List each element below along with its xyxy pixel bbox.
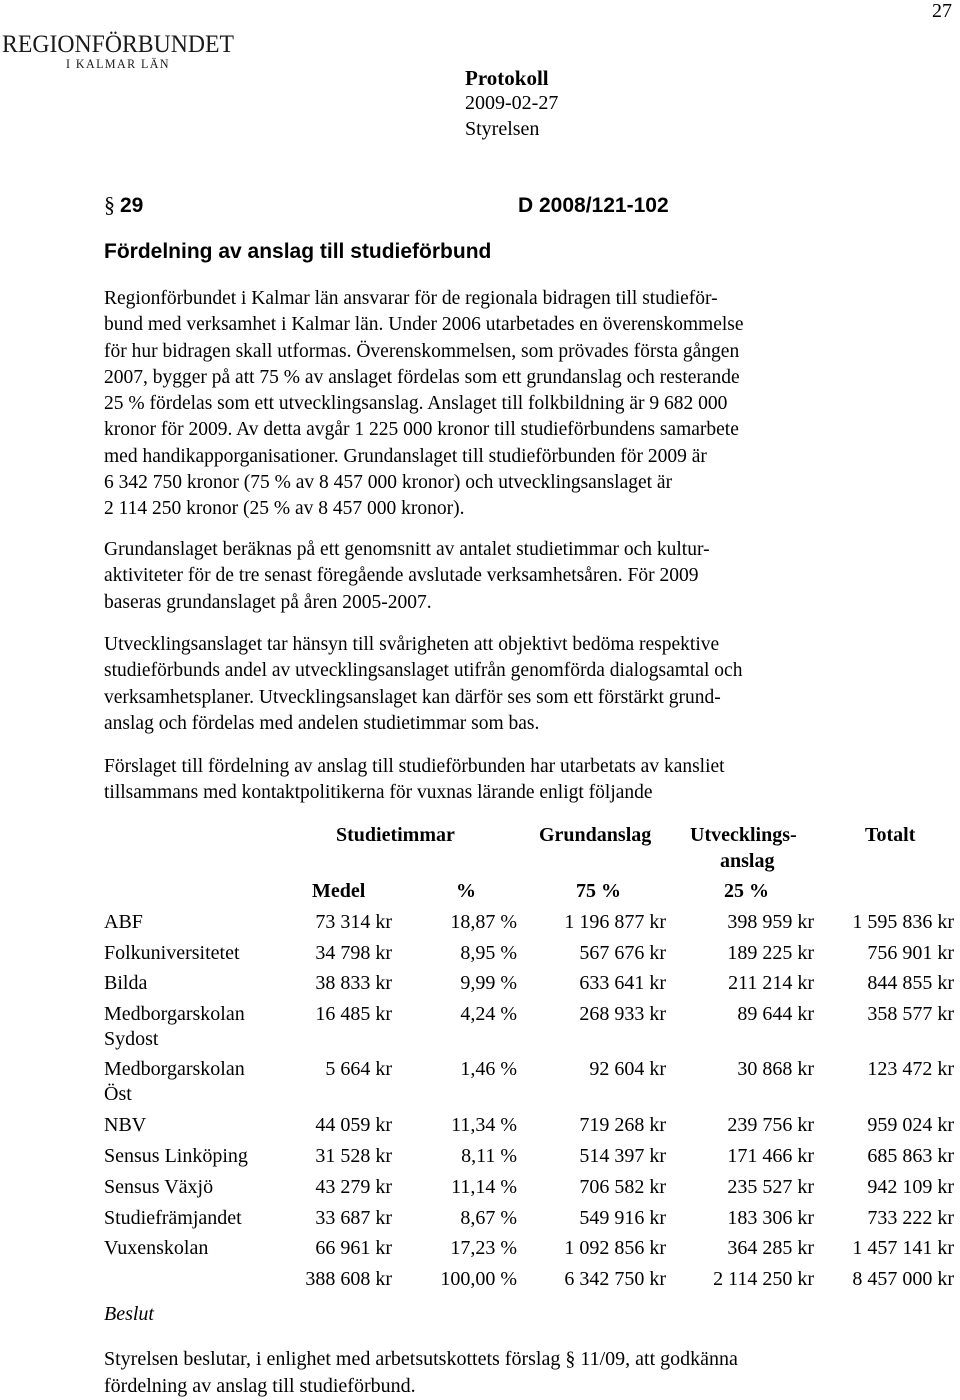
text-line: 2 114 250 kronor (25 % av 8 457 000 kronor).: [104, 498, 465, 520]
text-line: med handikapporganisationer. Grundanslaget till studieförbunden för 2009 är: [104, 445, 707, 467]
logo-line1: REGIONFÖRBUNDET: [2, 31, 234, 58]
header-grundanslag: Grundanslag: [539, 824, 652, 846]
row-name: Medborgarskolan: [104, 1003, 245, 1025]
paragraph-icon: §: [104, 192, 115, 217]
text-line: tillsammans med kontaktpolitikerna för vuxnas lärande enligt följande: [104, 782, 653, 804]
row-name-line2: Öst: [104, 1083, 132, 1105]
total-utvecklingsanslag: 2 114 250 kr: [713, 1268, 814, 1290]
header-utvecklingsanslag-2: anslag: [720, 850, 775, 872]
cell-utvecklingsanslag: 235 527 kr: [727, 1176, 814, 1198]
cell-percent: 17,23 %: [450, 1237, 517, 1259]
cell-totalt: 358 577 kr: [867, 1003, 954, 1025]
decision-text: [104, 1346, 904, 1400]
cell-percent: 4,24 %: [460, 1003, 517, 1025]
subheader-medel: Medel: [312, 880, 366, 902]
subheader-75-percent: 75 %: [576, 880, 621, 902]
total-medel: 388 608 kr: [305, 1268, 392, 1290]
text-line: kronor för 2009. Av detta avgår 1 225 000 kronor till studieförbundens samarbete: [104, 419, 739, 441]
cell-percent: 8,95 %: [460, 942, 517, 964]
text-line: Utvecklingsanslaget tar hänsyn till svårigheten att objektivt bedöma respektive: [104, 634, 720, 655]
cell-utvecklingsanslag: 183 306 kr: [727, 1207, 814, 1229]
cell-utvecklingsanslag: 211 214 kr: [728, 972, 814, 994]
cell-totalt: 1 457 141 kr: [852, 1237, 954, 1259]
cell-medel: 5 664 kr: [325, 1058, 392, 1080]
text-line: 2007, bygger på att 75 % av anslaget fördelas som ett grundanslag och resterande: [104, 366, 740, 388]
cell-medel: 16 485 kr: [315, 1003, 392, 1025]
page-number: 27: [932, 0, 952, 22]
cell-medel: 43 279 kr: [315, 1176, 392, 1198]
text-line: Grundanslaget beräknas på ett genomsnitt av antalet studietimmar och kultur-: [104, 539, 710, 560]
row-name: Vuxenskolan: [104, 1237, 209, 1259]
cell-medel: 38 833 kr: [315, 972, 392, 994]
cell-grundanslag: 92 604 kr: [589, 1058, 666, 1080]
text-line: bund med verksamhet i Kalmar län. Under 2006 utarbetades en överenskommelse: [104, 314, 744, 336]
doc-type: Protokoll: [465, 66, 549, 90]
cell-percent: 8,11 %: [461, 1145, 517, 1167]
cell-grundanslag: 1 196 877 kr: [564, 911, 666, 933]
cell-utvecklingsanslag: 89 644 kr: [737, 1003, 814, 1025]
case-number: D 2008/121-102: [518, 194, 669, 217]
cell-totalt: 123 472 kr: [867, 1058, 954, 1080]
row-name-line2: Sydost: [104, 1028, 159, 1050]
cell-percent: 18,87 %: [450, 911, 517, 933]
cell-medel: 33 687 kr: [315, 1207, 392, 1229]
section-number: 29: [120, 194, 144, 217]
text-line: Regionförbundet i Kalmar län ansvarar för de regionala bidragen till studieför-: [104, 288, 718, 309]
text-line: baseras grundanslaget på åren 2005-2007.: [104, 591, 432, 613]
total-percent: 100,00 %: [440, 1268, 517, 1290]
logo-line2: I KALMAR LÄN: [66, 57, 170, 71]
decision-heading: Beslut: [104, 1303, 154, 1325]
cell-grundanslag: 706 582 kr: [579, 1176, 666, 1198]
cell-totalt: 959 024 kr: [867, 1114, 954, 1136]
text-line: studieförbunds andel av utvecklingsanslaget utifrån genomförda dialogsamtal och: [104, 660, 743, 682]
cell-grundanslag: 567 676 kr: [579, 942, 666, 964]
row-name: Bilda: [104, 972, 148, 994]
text-line: 6 342 750 kronor (75 % av 8 457 000 kronor) och utvecklingsanslaget är: [104, 472, 673, 494]
row-name: Medborgarskolan: [104, 1058, 245, 1080]
doc-date: 2009-02-27: [465, 92, 559, 114]
decision-line: fördelning av anslag till studieförbund.: [104, 1375, 416, 1397]
header-studietimmar: Studietimmar: [336, 824, 455, 846]
subheader-25-percent: 25 %: [724, 880, 769, 902]
text-line: 25 % fördelas som ett utvecklingsanslag. Anslaget till folkbildning är 9 682 000: [104, 393, 728, 415]
cell-utvecklingsanslag: 239 756 kr: [727, 1114, 814, 1136]
cell-grundanslag: 268 933 kr: [579, 1003, 666, 1025]
cell-utvecklingsanslag: 364 285 kr: [727, 1237, 814, 1259]
cell-percent: 1,46 %: [460, 1058, 517, 1080]
cell-grundanslag: 633 641 kr: [579, 972, 666, 994]
text-line: verksamhetsplaner. Utvecklingsanslaget kan därför ses som ett förstärkt grund-: [104, 686, 721, 708]
cell-utvecklingsanslag: 171 466 kr: [727, 1145, 814, 1167]
cell-utvecklingsanslag: 30 868 kr: [737, 1058, 814, 1080]
cell-totalt: 942 109 kr: [867, 1176, 954, 1198]
text-line: anslag och fördelas med andelen studietimmar som bas.: [104, 712, 540, 734]
organization-logo: [0, 30, 240, 72]
row-name: NBV: [104, 1114, 147, 1136]
paragraph-2: [104, 537, 894, 616]
row-name: Sensus Linköping: [104, 1145, 248, 1167]
section-heading: [104, 190, 704, 222]
cell-percent: 8,67 %: [460, 1207, 517, 1229]
cell-medel: 44 059 kr: [315, 1114, 392, 1136]
paragraph-1: [104, 286, 894, 523]
cell-medel: 34 798 kr: [315, 942, 392, 964]
cell-totalt: 1 595 836 kr: [852, 911, 954, 933]
cell-medel: 73 314 kr: [315, 911, 392, 933]
total-grundanslag: 6 342 750 kr: [564, 1268, 666, 1290]
cell-percent: 9,99 %: [460, 972, 517, 994]
row-name: Folkuniversitetet: [104, 942, 240, 964]
cell-utvecklingsanslag: 189 225 kr: [727, 942, 814, 964]
paragraph-3: [104, 632, 894, 737]
cell-medel: 31 528 kr: [315, 1145, 392, 1167]
allocation-table-header: [0, 822, 960, 922]
total-totalt: 8 457 000 kr: [852, 1268, 954, 1290]
header-utvecklingsanslag-1: Utvecklings-: [690, 824, 797, 846]
section-title: Fördelning av anslag till studieförbund: [104, 240, 492, 263]
doc-body: Styrelsen: [465, 118, 540, 140]
cell-totalt: 685 863 kr: [867, 1145, 954, 1167]
cell-grundanslag: 719 268 kr: [579, 1114, 666, 1136]
row-name: ABF: [104, 911, 143, 933]
paragraph-4: [104, 754, 894, 807]
cell-percent: 11,14 %: [451, 1176, 517, 1198]
text-line: Förslaget till fördelning av anslag till studieförbunden har utarbetats av kansliet: [104, 756, 725, 777]
cell-totalt: 756 901 kr: [867, 942, 954, 964]
text-line: aktiviteter för de tre senast föregående avslutade verksamhetsåren. För 2009: [104, 565, 699, 587]
text-line: för hur bidragen skall utformas. Överenskommelsen, som prövades första gången: [104, 340, 740, 362]
cell-grundanslag: 514 397 kr: [579, 1145, 666, 1167]
cell-percent: 11,34 %: [451, 1114, 517, 1136]
cell-totalt: 844 855 kr: [867, 972, 954, 994]
cell-medel: 66 961 kr: [315, 1237, 392, 1259]
row-name: Sensus Växjö: [104, 1176, 214, 1198]
decision-line: Styrelsen beslutar, i enlighet med arbetsutskottets förslag § 11/09, att godkänna: [104, 1348, 738, 1370]
subheader-percent: %: [456, 880, 476, 902]
cell-grundanslag: 549 916 kr: [579, 1207, 666, 1229]
cell-grundanslag: 1 092 856 kr: [564, 1237, 666, 1259]
row-name: Studiefrämjandet: [104, 1207, 242, 1229]
cell-utvecklingsanslag: 398 959 kr: [727, 911, 814, 933]
cell-totalt: 733 222 kr: [867, 1207, 954, 1229]
header-totalt: Totalt: [865, 824, 916, 846]
